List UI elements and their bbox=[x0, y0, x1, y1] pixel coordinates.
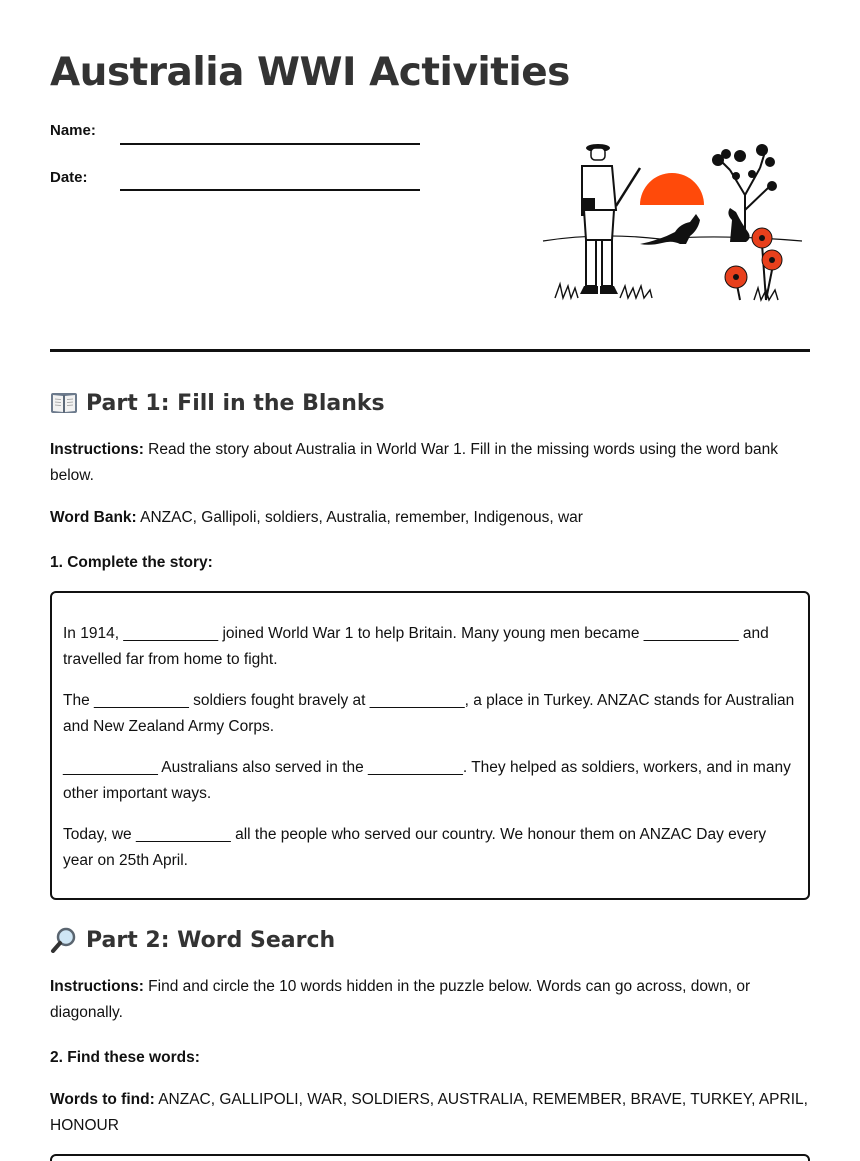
anzac-scene-illustration bbox=[540, 140, 805, 310]
page-title: Australia WWI Activities bbox=[50, 50, 570, 95]
kangaroo-icon bbox=[640, 214, 700, 245]
sun-icon bbox=[640, 173, 704, 205]
part1-instructions bbox=[50, 437, 810, 489]
word-search-box bbox=[50, 1154, 810, 1161]
story-paragraph: ___________ Australians also served in the ___________. They helped as soldiers, workers, and in many other important ways. bbox=[63, 759, 791, 802]
story-paragraph: The ___________ soldiers fought bravely at ___________, a place in Turkey. ANZAC stands for Australian and New Zealand Army Corps. bbox=[63, 692, 795, 735]
magnifying-glass-icon bbox=[50, 927, 78, 953]
date-label: Date: bbox=[50, 169, 88, 186]
instructions-label: Instructions: bbox=[50, 978, 144, 995]
part1-title: Part 1: Fill in the Blanks bbox=[86, 390, 385, 416]
part2-instructions bbox=[50, 974, 810, 1026]
part2-heading bbox=[50, 927, 335, 953]
instructions-text: Read the story about Australia in World War 1. Fill in the missing words using the word bank below. bbox=[50, 441, 778, 484]
story-paragraph: Today, we ___________ all the people who served our country. We honour them on ANZAC Day every year on 25th April. bbox=[63, 826, 767, 869]
tree-icon bbox=[720, 152, 768, 240]
name-label: Name: bbox=[50, 122, 96, 139]
section-divider bbox=[50, 349, 810, 352]
words-to-find bbox=[50, 1087, 810, 1139]
words-to-find-label: Words to find: bbox=[50, 1091, 155, 1108]
words-to-find-text: ANZAC, GALLIPOLI, WAR, SOLDIERS, AUSTRALIA, REMEMBER, BRAVE, TURKEY, APRIL, HONOUR bbox=[50, 1091, 808, 1134]
open-book-icon bbox=[50, 390, 78, 416]
word-bank bbox=[50, 505, 810, 531]
story-box bbox=[50, 591, 810, 900]
question-1: 1. Complete the story: bbox=[50, 554, 213, 571]
soldier-icon bbox=[580, 144, 640, 294]
kangaroo-icon bbox=[728, 208, 749, 242]
date-field[interactable] bbox=[120, 189, 420, 191]
word-bank-text: ANZAC, Gallipoli, soldiers, Australia, remember, Indigenous, war bbox=[136, 509, 583, 526]
question-2: 2. Find these words: bbox=[50, 1049, 200, 1066]
story-paragraph: In 1914, ___________ joined World War 1 to help Britain. Many young men became ___________ and travelled far from home to fight. bbox=[63, 625, 769, 668]
part2-title: Part 2: Word Search bbox=[86, 927, 336, 953]
part1-heading bbox=[50, 390, 385, 416]
name-field[interactable] bbox=[120, 143, 420, 145]
instructions-label: Instructions: bbox=[50, 441, 144, 458]
word-bank-label: Word Bank: bbox=[50, 509, 137, 526]
instructions-text: Find and circle the 10 words hidden in the puzzle below. Words can go across, down, or diagonally. bbox=[50, 978, 751, 1021]
